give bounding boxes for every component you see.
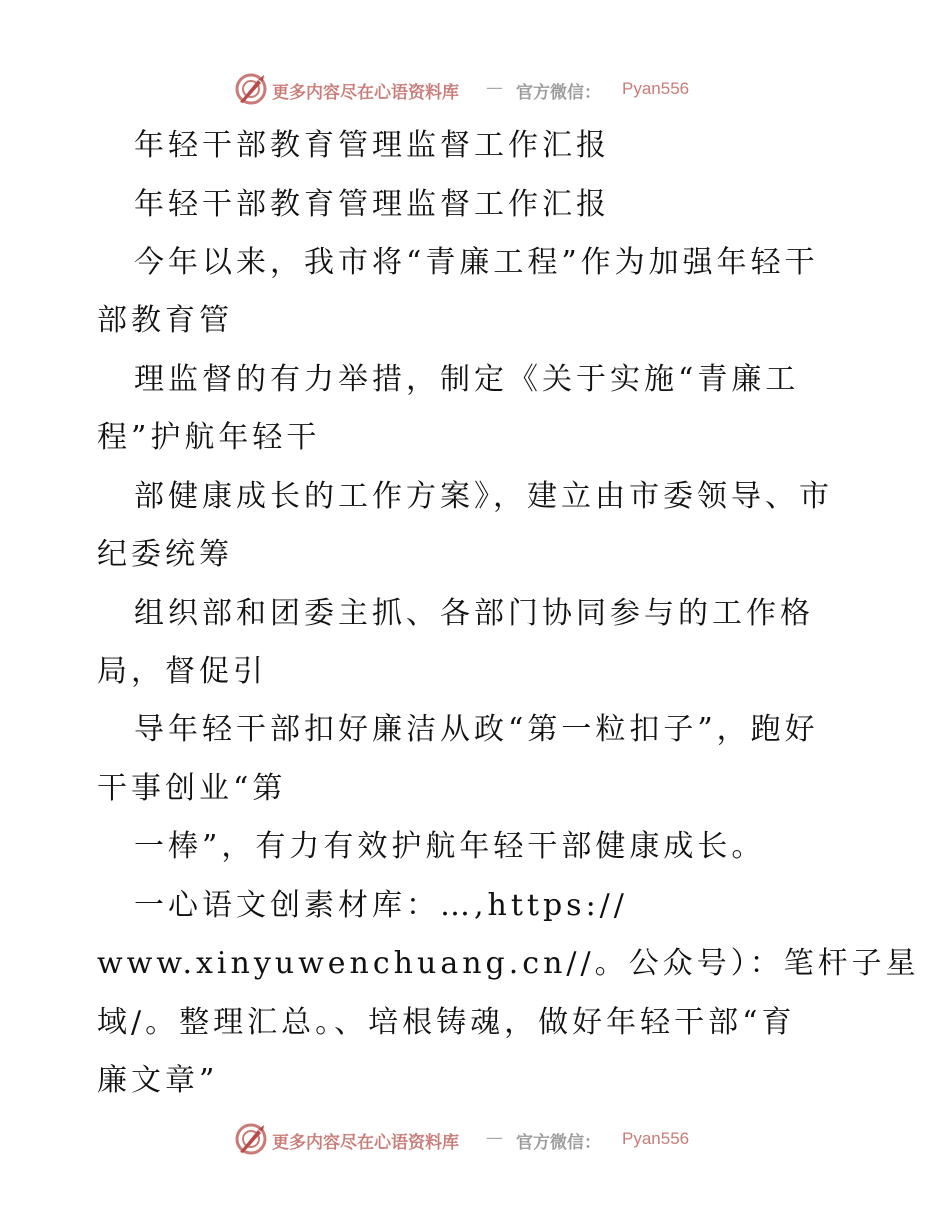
- doc-line: 一心语文创素材库：…,https://: [134, 888, 628, 923]
- doc-line: 导年轻干部扣好廉洁从政“第一粒扣子”，跑好: [134, 712, 819, 747]
- banner-separator: —: [486, 1128, 503, 1148]
- doc-line: 域/。整理汇总。、培根铸魂，做好年轻干部“育: [97, 1005, 796, 1040]
- banner-main-text: 更多内容尽在心语资料库: [272, 1133, 459, 1153]
- doc-title-repeat: 年轻干部教育管理监督工作汇报: [134, 187, 610, 222]
- doc-line: 部健康成长的工作方案》，建立由市委领导、市: [134, 479, 833, 514]
- banner-account-id: Pyan556: [622, 1129, 690, 1148]
- doc-line: 干事创业“第: [97, 771, 287, 806]
- doc-line: 部教育管: [97, 303, 233, 338]
- footer-banner: [0, 1120, 950, 1160]
- quill-pen-circle-icon: [234, 1122, 268, 1156]
- banner-account-id: Pyan556: [622, 79, 690, 98]
- doc-title: 年轻干部教育管理监督工作汇报: [134, 128, 610, 163]
- banner-separator: —: [486, 78, 503, 98]
- doc-line: 一棒”，有力有效护航年轻干部健康成长。: [134, 829, 766, 864]
- doc-line: 廉文章”: [97, 1063, 219, 1098]
- doc-line: 程”护航年轻干: [97, 420, 321, 455]
- banner-official-label: 官方微信：: [516, 1133, 601, 1153]
- header-banner: [0, 70, 950, 110]
- doc-line: 纪委统筹: [97, 537, 233, 572]
- doc-line: 组织部和团委主抓、各部门协同参与的工作格: [134, 596, 814, 631]
- doc-line: 局，督促引: [97, 654, 267, 689]
- doc-line: www.xinyuwenchuang.cn//。公众号）：笔杆子星: [97, 946, 920, 981]
- doc-line: 今年以来，我市将“青廉工程”作为加强年轻干: [134, 245, 819, 280]
- banner-main-text: 更多内容尽在心语资料库: [272, 83, 459, 103]
- banner-official-label: 官方微信：: [516, 83, 601, 103]
- doc-line: 理监督的有力举措，制定《关于实施“青廉工: [134, 362, 800, 397]
- quill-pen-circle-icon: [234, 72, 268, 106]
